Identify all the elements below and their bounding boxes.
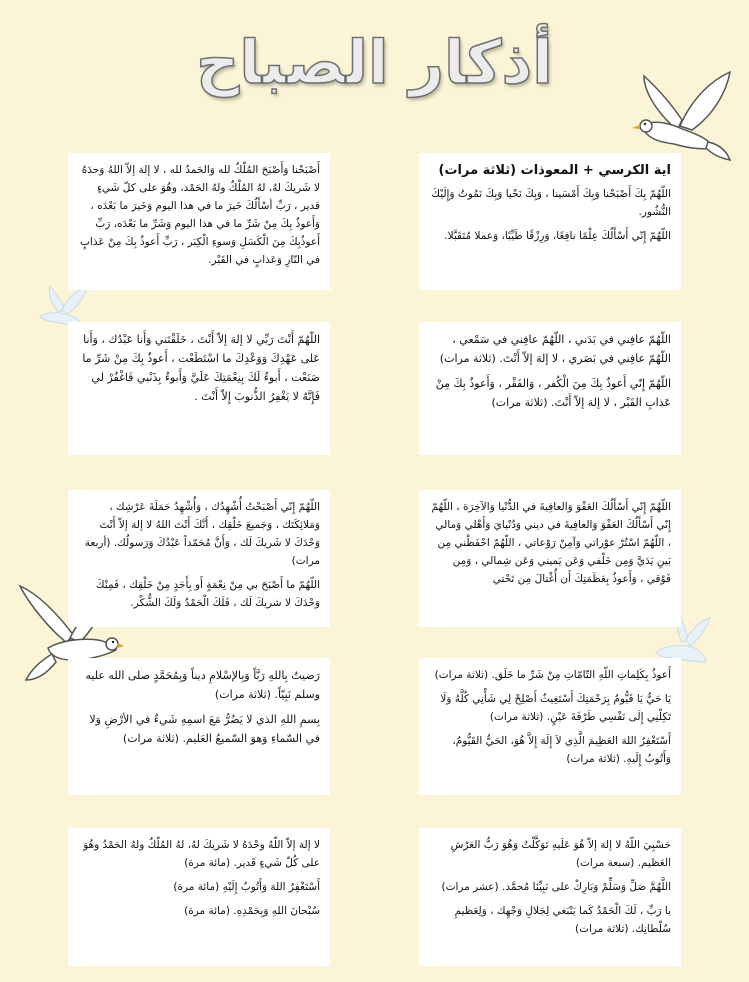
dhikr-text: أَصْبَحْنا وَأَصْبَحَ المُلْكُ لله وَالحَمدُ لله ، لا إلهَ إلاّ اللهُ وَحدَهُ لا شَريكَ لهُ، لهُ المُلْكُ ولهُ الحَمْد، وهُوَ على كلّ شَيءٍ قدير ، رَبِّ أسْأَلُكَ خَيرَ ما في هذا اليوم وَخَيرَ ما بَعْدَه ، وَأَعوذُ بِكَ مِنْ شَرِّ ما في هذا اليوم وَشَرِّ ما بَعْدَه، رَبِّ أَعوذُبِكَ مِنَ الْكَسَلِ وَسوءِ الْكِبَر ، رَبِّ أَعوذُ بِكَ مِنْ عَذابٍ في النّارِ وَعَذابٍ في القَبْر.: [80, 164, 320, 266]
dhikr-card-tahlil: [68, 828, 330, 966]
dhikr-text: أَسْتَغْفِرُ اللهَ العَظِيمَ الَّذِي لاَ إِلَهَ إِلاَّ هُوَ، الحَيُّ القَيُّومُ، وَأَتُوبُ إِلَيهِ. (ثلاثة مرات): [452, 735, 671, 765]
dhikr-text: اللّهُمّ إِنّي أَسْأَلُكَ العَفْوَ وَالعافِيةَ في الدُّنْيا وَالآخِرَة ، اللّهُمّ إِنّي أَسْأَلُكَ العَفْوَ وَالعافِيةَ في ديني وَدُنْيايَ وَأَهْلي وَمالي ، اللّهُمّ اسْتُرْ عوْراتي وَآمِنْ رَوْعاتي ، اللّهُمّ احْفَظْني مِن بَينِ يَدَيَّ وَمِن خَلْفي وَعَن يَميني وَعَن شِمالي ، وَمِن فَوْقي ، وَأَعوذُ بِعَظَمَتِكَ أَن أُغْتالَ مِن تَحْتي: [431, 501, 671, 585]
dhikr-card-heading: اية الكرسي + المعوذات (ثلاثة مرات): [438, 163, 671, 178]
dhikr-text: سُبْحانَ اللهِ وَبِحَمْدِهِ. (مائة مرة): [184, 905, 320, 917]
dhikr-text: اللّهُمّ إِنّي أَصْبَحْتُ أُشْهِدُك ، وَأُشْهِدُ حَمَلَةَ عَرْشِك ، وَمَلائِكَتَك ، وَجَميعَ خَلْقِك ، أَنَّكَ أَنْتَ اللهُ لا إلهَ إلاّ أَنْتَ وَحْدَكَ لا شَريكَ لَك ، وَأَنَّ مُحَمّداً عَبْدُكَ وَرَسولُك. (أربعة مرات): [84, 501, 320, 567]
page-title: أذكار الصباح: [196, 28, 553, 98]
dhikr-card-ushhiduk: [68, 490, 330, 627]
dhikr-text: يا رَبِّ ، لَكَ الْحَمْدُ كَما يَنْبَغي لِجَلالِ وَجْهِك ، وَلِعَظيمِ سُلْطانِك. (ثلاثة مرات): [454, 905, 671, 935]
dhikr-text: بِسمِ اللهِ الذي لا يَضُرُّ مَعَ اسمِهِ شَيءٌ في الأرْضِ وَلا في السّماءِ وَهوَ السّميعُ العَليم. (ثلاثة مرات): [89, 713, 320, 745]
dhikr-text: اللّهُمّ إِنّي أَعوذُ بِكَ مِنَ الْكُفر ، وَالفَقْر ، وَأَعوذُ بِكَ مِنْ عَذابِ القَبْر ، لا إلهَ إلاّ أَنْتَ. (ثلاثة مرات): [435, 377, 671, 409]
dhikr-card-raditu: [68, 658, 330, 795]
dhikr-card-afw-wal-afiya: [419, 490, 681, 627]
dhikr-text: اللّهُمّ بِكَ أَصْبَحْنا وَبِكَ أَمْسَينا ، وَبِكَ نَحْيا وَبِكَ نَمُوتُ وَإِلَيْكَ النُّشُور.: [431, 188, 671, 218]
dhikr-text: اللّهُمّ ما أَصْبَحَ بي مِنْ نِعْمَةٍ أَو بِأَحَدٍ مِنْ خَلْقِك ، فَمِنْكَ وَحْدَكَ لا شريكَ لَك ، فَلَكَ الْحَمْدُ وَلَكَ الشُّكْر.: [95, 579, 320, 609]
dhikr-text: لا إلهَ إلاّ اللّهُ وحْدَهُ لا شَريكَ لهُ، لهُ المُلْكُ ولهُ الحَمْدُ وهُوَ على كُلّ شَيءٍ قَدير. (مائة مرة): [83, 839, 320, 869]
dhikr-text: رَضيتُ بِاللهِ رَبَّاً وَبِالإسْلامِ ديناً وَبِمُحَمَّدٍ صلى الله عليه وسلم نَبِيّاً. (ثلاثة مرات): [85, 669, 320, 701]
dhikr-card-afini: [419, 322, 681, 455]
dhikr-text: أَعوذُ بِكَلِماتِ اللّهِ التّامّاتِ مِنْ شَرِّ ما خَلَق. (ثلاثة مرات): [434, 669, 671, 681]
dhikr-text: اللّهُمّ إِنّي أَسْأَلُكَ عِلْمًا نافِعًا، وَرِزْقًا طَيِّبًا، وَعملا مُتَقَبَّلا.: [444, 230, 671, 242]
dhikr-text: اللّهُمّ أَنْتَ رَبِّي لا إلهَ إلاّ أَنْتَ ، خَلَقْتَني وَأَنا عَبْدُك ، وَأَنا عَلى عَهْدِكَ وَوَعْدِكَ ما اسْتَطَعْت ، أَعوذُ بِكَ مِنْ شَرِّ ما صَنَعْت ، أَبوءُ لَكَ بِنِعْمَتِكَ عَلَيَّ وَأَبوءُ بِذَنْبي فَاغْفُرْ لي فَإِنَّهُ لا يَغْفِرُ الذُّنوبَ إِلاّ أَنْتَ .: [82, 333, 320, 403]
dhikr-card-ayat-al-kursi: [419, 153, 681, 290]
dhikr-card-sayyid-al-istighfar: [68, 322, 330, 455]
dhikr-text: اللَّهُمَّ صَلِّ وَسَلِّمْ وَبَارِكْ على نَبِيِّنَا مُحمَّد. (عشر مرات): [441, 881, 671, 893]
dhikr-card-hasbiyallah: [419, 828, 681, 966]
dhikr-card-asbahna: [68, 153, 330, 290]
dhikr-text: حَسْبِيَ اللّهُ لا إلهَ إلاّ هُوَ عَلَيهِ تَوَكَّلْتُ وَهُوَ رَبُّ العَرْشِ العَظيم. (سبعة مرات): [450, 839, 671, 869]
dhikr-text: أَسْتَغْفِرُ اللهَ وَأَتُوبُ إِلَيْهِ (مائة مرة): [173, 881, 320, 893]
dhikr-card-kalimat-tammat: [419, 658, 681, 795]
dhikr-text: اللّهُمّ عافِني في بَدَني ، اللّهُمّ عافِني في سَمْعي ، اللّهُمّ عافِني في بَصَري ، لا إلهَ إلاّ أَنْتَ. (ثلاثة مرات): [439, 333, 671, 365]
dhikr-text: يَا حَيُّ يَا قَيُّومُ بِرَحْمَتِكَ أَسْتَغِيثُ أَصْلِحْ لِي شَأْنِي كُلَّهُ وَلَا تَكِلْنِي إِلَى نَفْسِي طَرْفَةَ عَيْنٍ. (ثلاثة مرات): [440, 693, 671, 723]
